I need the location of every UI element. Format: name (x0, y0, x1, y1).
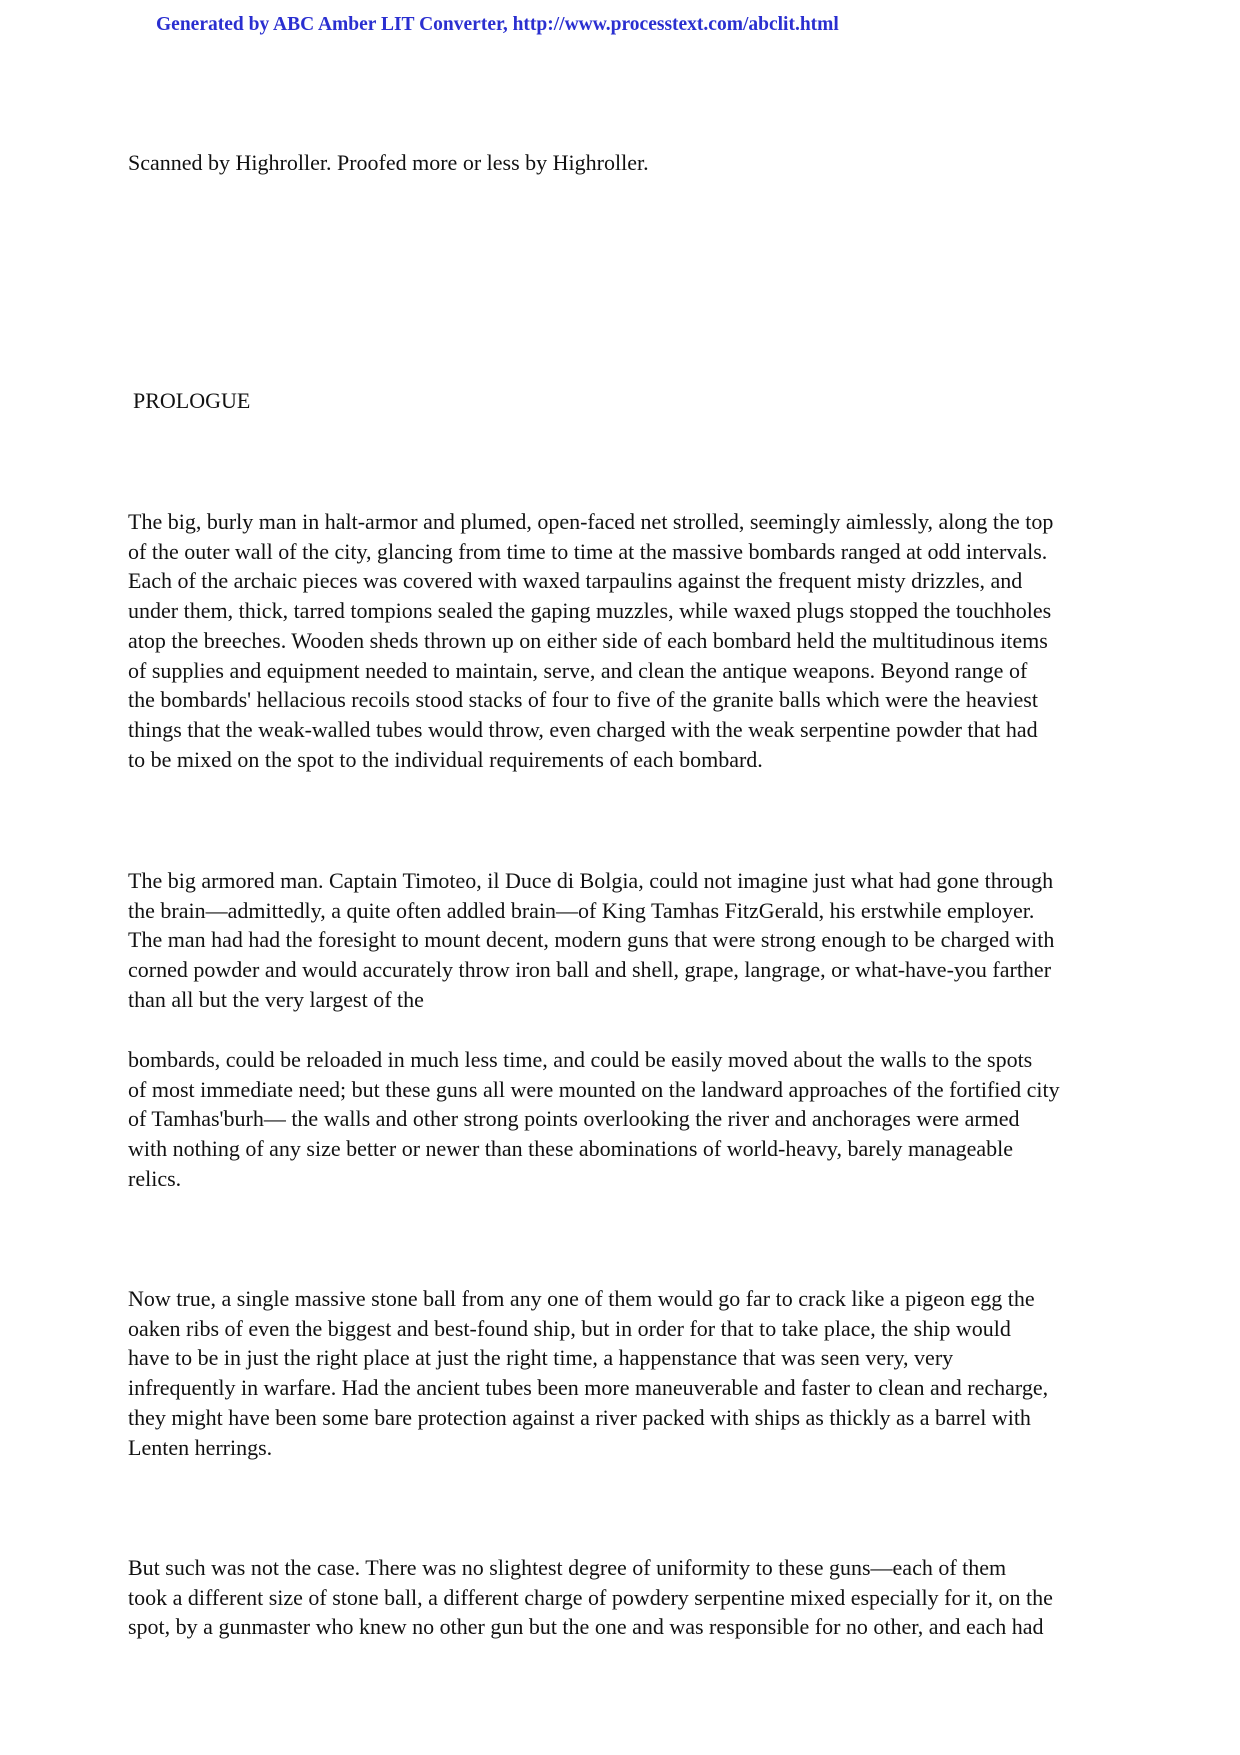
paragraph-line: The big armored man. Captain Timoteo, il Duce di Bolgia, could not imagine just what had gone through (128, 868, 1054, 893)
paragraph-5 (128, 1553, 1124, 1642)
paragraph-line: to be mixed on the spot to the individual requirements of each bombard. (128, 746, 763, 772)
paragraph-line: But such was not the case. There was no slightest degree of uniformity to these guns—each of them (128, 1555, 1007, 1580)
paragraph-line: The big, burly man in halt-armor and plumed, open-faced net strolled, seemingly aimlessly, along the top (128, 509, 1054, 534)
paragraph-line: oaken ribs of even the biggest and best-found ship, but in order for that to take place, the ship would (128, 1315, 1011, 1341)
paragraph-line: Each of the archaic pieces was covered with waxed tarpaulins against the frequent misty drizzles, and (128, 568, 1023, 594)
chapter-title: PROLOGUE (133, 388, 251, 413)
generator-link[interactable]: Generated by ABC Amber LIT Converter, http://www.processtext.com/abclit.html (156, 14, 839, 35)
paragraph-line: bombards, could be reloaded in much less time, and could be easily moved about the walls to the spots (128, 1047, 1033, 1072)
paragraph-3 (128, 1045, 1124, 1194)
paragraph-line: infrequently in warfare. Had the ancient tubes been more maneuverable and faster to clean and recharge, (128, 1375, 1049, 1401)
paragraph-line: Now true, a single massive stone ball from any one of them would go far to crack like a pigeon egg the (128, 1286, 1035, 1311)
paragraph-line: atop the breeches. Wooden sheds thrown up on either side of each bombard held the multitudinous items (128, 627, 1048, 653)
paragraph-line: than all but the very largest of the (128, 986, 424, 1012)
paragraph-1 (128, 507, 1124, 774)
paragraph-line: corned powder and would accurately throw iron ball and shell, grape, langrage, or what-have-you farther (128, 957, 1052, 983)
paragraph-line: have to be in just the right place at just the right time, a happenstance that was seen very, very (128, 1345, 954, 1371)
paragraph-line: the bombards' hellacious recoils stood stacks of four to five of the granite balls which were the heaviest (128, 687, 1038, 713)
paragraph-line: the brain—admittedly, a quite often addled brain—of King Tamhas FitzGerald, his erstwhile employer. (128, 897, 1035, 923)
scan-note: Scanned by Highroller. Proofed more or less by Highroller. (128, 150, 649, 175)
paragraph-line: of Tamhas'burh— the walls and other strong points overlooking the river and anchorages were armed (128, 1106, 1020, 1132)
paragraph-line: Lenten herrings. (128, 1434, 273, 1460)
paragraph-2 (128, 866, 1124, 1015)
paragraph-line: things that the weak-walled tubes would throw, even charged with the weak serpentine powder that had (128, 716, 1038, 742)
paragraph-line: with nothing of any size better or newer than these abominations of world-heavy, barely manageable (128, 1136, 1013, 1162)
paragraph-line: took a different size of stone ball, a different charge of powdery serpentine mixed especially for it, on the (128, 1584, 1053, 1610)
paragraph-line: spot, by a gunmaster who knew no other gun but the one and was responsible for no other, and each had (128, 1614, 1044, 1640)
paragraph-line: of supplies and equipment needed to maintain, serve, and clean the antique weapons. Beyond range of (128, 657, 1028, 683)
paragraph-4 (128, 1284, 1124, 1462)
paragraph-line: of the outer wall of the city, glancing from time to time at the massive bombards ranged at odd intervals. (128, 538, 1048, 564)
paragraph-line: they might have been some bare protection against a river packed with ships as thickly as a barrel with (128, 1404, 1031, 1430)
paragraph-line: relics. (128, 1165, 182, 1191)
paragraph-line: The man had had the foresight to mount decent, modern guns that were strong enough to be charged with (128, 927, 1055, 953)
paragraph-line: of most immediate need; but these guns all were mounted on the landward approaches of the fortified city (128, 1076, 1060, 1102)
paragraph-line: under them, thick, tarred tompions sealed the gaping muzzles, while waxed plugs stopped the touchholes (128, 598, 1052, 624)
